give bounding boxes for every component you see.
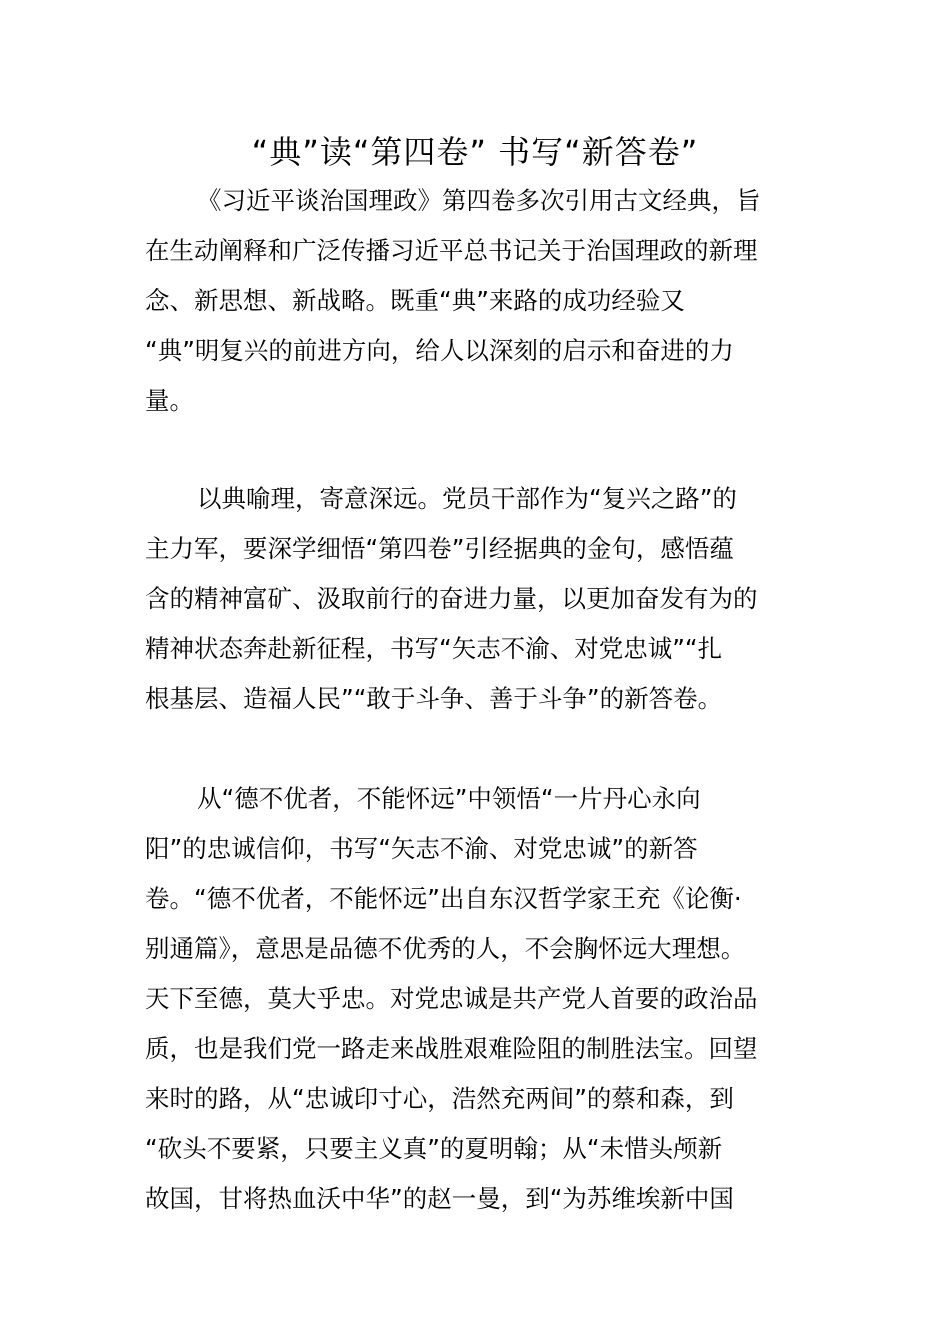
paragraph-second — [145, 474, 810, 724]
paragraph-line: 天下至德，莫大乎忠。对党忠诚是共产党人首要的政治品 — [145, 984, 758, 1013]
paragraph-line: 质，也是我们党一路走来战胜艰难险阻的制胜法宝。回望 — [145, 1034, 758, 1063]
paragraph-line: 含的精神富矿、汲取前行的奋进力量，以更加奋发有为的 — [145, 584, 758, 613]
paragraph-third — [145, 774, 810, 1224]
paragraph-line: 别通篇》，意思是品德不优秀的人，不会胸怀远大理想。 — [145, 934, 746, 963]
paragraph-line: 根基层、造福人民”“敢于斗争、善于斗争”的新答卷。 — [145, 684, 723, 713]
document-title: “典”读“第四卷” 书写“新答卷” — [251, 133, 699, 171]
paragraph-line: 从“德不优者，不能怀远”中领悟“一片丹心永向 — [197, 784, 701, 813]
paragraph-line: “典”明复兴的前进方向，给人以深刻的启示和奋进的力 — [145, 336, 734, 365]
paragraph-line: 故国，甘将热血沃中华”的赵一曼，到“为苏维埃新中国 — [145, 1184, 734, 1213]
paragraph-line: 阳”的忠诚信仰，书写“矢志不渝、对党忠诚”的新答 — [145, 834, 698, 863]
paragraph-line: 精神状态奔赴新征程，书写“矢志不渝、对党忠诚”“扎 — [145, 634, 723, 663]
paragraph-line: 在生动阐释和广泛传播习近平总书记关于治国理政的新理 — [145, 236, 758, 265]
paragraph-line: 《习近平谈治国理政》第四卷多次引用古文经典，旨 — [197, 186, 761, 215]
paragraph-line: 来时的路，从“忠诚印寸心，浩然充两间”的蔡和森，到 — [145, 1084, 734, 1113]
paragraph-intro — [145, 176, 810, 426]
paragraph-line: 量。 — [145, 386, 194, 415]
paragraph-line: 主力军，要深学细悟“第四卷”引经据典的金句，感悟蕴 — [145, 534, 734, 563]
paragraph-line: 以典喻理，寄意深远。党员干部作为“复兴之路”的 — [197, 484, 737, 513]
paragraph-line: 念、新思想、新战略。既重“典”来路的成功经验又 — [145, 286, 685, 315]
paragraph-line: “砍头不要紧，只要主义真”的夏明翰；从“未惜头颅新 — [145, 1134, 723, 1163]
paragraph-line: 卷。“德不优者，不能怀远”出自东汉哲学家王充《论衡· — [145, 884, 742, 913]
